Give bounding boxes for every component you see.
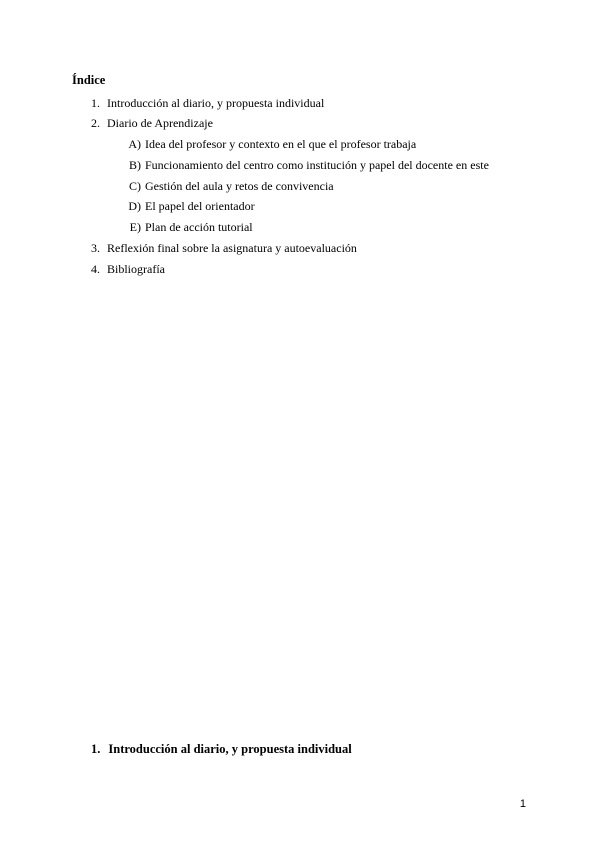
- toc-subitem-e: [124, 219, 253, 235]
- toc-item-label: Reflexión final sobre la asignatura y autoevaluación: [107, 241, 357, 255]
- toc-item-label: El papel del orientador: [145, 199, 255, 213]
- toc-item-number: C): [129, 179, 141, 193]
- toc-item-number: 3.: [91, 241, 100, 255]
- toc-item-number: 2.: [91, 116, 100, 130]
- toc-item-label: Introducción al diario, y propuesta individual: [107, 96, 325, 110]
- toc-item-4: [84, 261, 165, 277]
- toc-item-2: [84, 115, 213, 131]
- toc-item-label: Diario de Aprendizaje: [107, 116, 213, 130]
- toc-item-3: [84, 240, 357, 256]
- toc-subitem-a: [124, 136, 416, 152]
- toc-item-label: Funcionamiento del centro como institución y papel del docente en este: [145, 158, 489, 172]
- toc-item-number: 4.: [91, 262, 100, 276]
- toc-item-label: Gestión del aula y retos de convivencia: [145, 179, 334, 193]
- section-heading: [91, 741, 352, 757]
- toc-item-label: Idea del profesor y contexto en el que el profesor trabaja: [145, 137, 417, 151]
- page-number: 1: [519, 798, 526, 810]
- toc-item-number: 1.: [91, 96, 100, 110]
- toc-subitem-d: [124, 198, 255, 214]
- section-title: Introducción al diario, y propuesta individual: [108, 742, 352, 756]
- toc-item-label: Bibliografía: [107, 262, 165, 276]
- toc-subitem-c: [124, 178, 334, 194]
- toc-item-number: A): [128, 137, 141, 151]
- toc-subitem-b: [124, 157, 489, 173]
- toc-item-1: [84, 95, 324, 111]
- toc-item-label: Plan de acción tutorial: [145, 220, 253, 234]
- toc-item-number: B): [129, 158, 141, 172]
- index-title: Índice: [72, 73, 106, 87]
- toc-item-number: D): [128, 199, 141, 213]
- section-number: 1.: [91, 742, 101, 756]
- toc-item-number: E): [129, 220, 141, 234]
